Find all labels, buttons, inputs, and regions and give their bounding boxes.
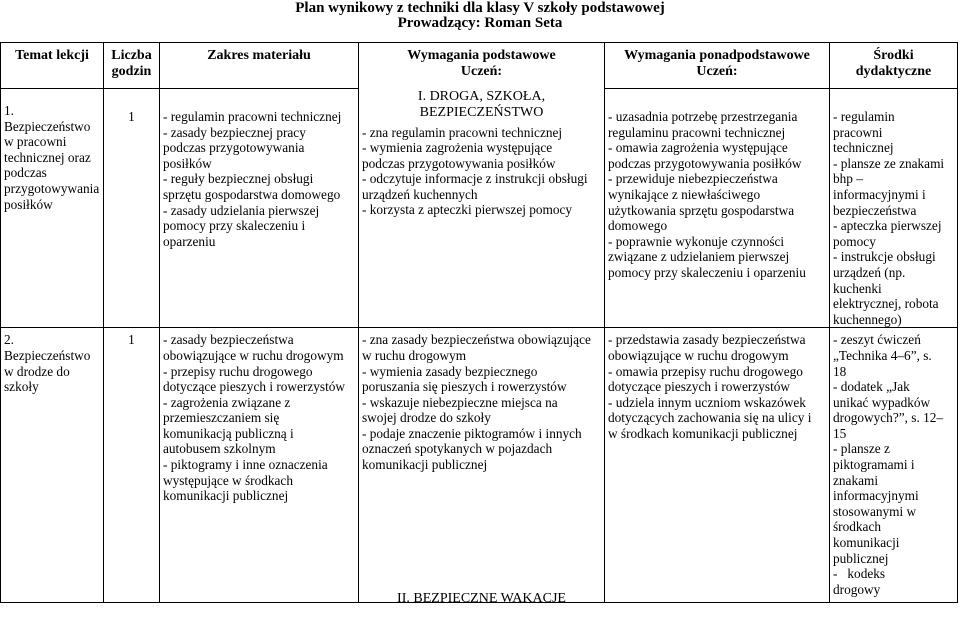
text-line: - zagrożenia związane z [163, 394, 291, 410]
text-line: - kodeks [833, 566, 886, 582]
text-line: pracowni [833, 124, 883, 140]
text-line: podczas przygotowywania [163, 140, 305, 156]
text-line: - korzysta z apteczki pierwszej pomocy [362, 202, 573, 218]
text-line: Środki [873, 48, 914, 63]
hours-cell: 1 [104, 328, 160, 603]
text-line: godzin [111, 64, 152, 79]
text-line: - omawia przepisy ruchu drogowego [608, 363, 803, 379]
text-line: - wymienia zagrożenia występujące [362, 140, 553, 156]
text-line: kuchenki [833, 280, 882, 296]
text-line: publicznej [833, 550, 889, 566]
text-line: środkach [833, 519, 881, 535]
text-line: Wymagania podstawowe [407, 48, 556, 63]
text-line: komunikacji [833, 535, 900, 551]
text-line: w środkach komunikacji publicznej [608, 425, 798, 441]
teacher-line: Prowadzący: Roman Seta [397, 15, 563, 31]
text-line: - przedstawia zasady bezpieczeństwa [608, 332, 806, 348]
means-cell [830, 89, 958, 328]
text-line: - regulamin [833, 109, 895, 124]
text-line: informacyjnymi [833, 488, 919, 504]
hours-cell: 1 [104, 89, 160, 328]
text-line: pomocy przy skaleczeniu i [163, 218, 306, 234]
text-line: Uczeń: [460, 64, 503, 79]
col-header-means [830, 43, 958, 89]
text-line: w pracowni [4, 134, 67, 150]
means-cell [830, 328, 958, 603]
text-line: przemieszczaniem się [163, 410, 280, 426]
text-line: urządzeń (np. [833, 264, 906, 280]
text-line: poruszania się pieszych i rowerzystów [362, 379, 567, 395]
text-line: oparzeniu [163, 233, 216, 249]
text-line: „Technika 4‒6”, s. [833, 347, 932, 363]
text-line: 15 [833, 425, 847, 441]
section-heading-2: II. BEZPIECZNE WAKACJE [397, 590, 566, 606]
text-line: - udziela innym uczniom wskazówek [608, 394, 806, 410]
advanced-cell [605, 328, 830, 603]
table-row [1, 328, 958, 603]
text-line: występujące w środkach [163, 472, 293, 488]
text-line: - apteczka pierwszej [833, 218, 942, 234]
text-line: podczas [4, 165, 47, 181]
text-line: wynikające z niewłaściwego [608, 186, 761, 202]
col-header-basic [359, 43, 605, 89]
text-line: piktogramami i [833, 457, 915, 473]
col-header-topic [1, 43, 104, 89]
advanced-cell [605, 89, 830, 328]
topic-cell [1, 89, 104, 328]
text-line: 2. [4, 332, 14, 348]
text-line: - podaje znaczenie piktogramów i innych [362, 425, 582, 441]
text-line: Uczeń: [696, 64, 738, 79]
text-line: obowiązujące w ruchu drogowym [163, 347, 344, 363]
text-line: stosowanymi w [833, 503, 917, 519]
text-line: - zasady bezpiecznej pracy [163, 124, 306, 140]
text-line: pomocy [833, 233, 876, 249]
basic-cell [359, 328, 605, 606]
text-line: bezpieczeństwa [833, 202, 917, 218]
text-line: - plansze z [833, 441, 890, 457]
text-line: związane z udzielaniem pierwszej [608, 249, 790, 265]
text-line: bhp – [833, 171, 863, 187]
text-line: autobusem szkolnym [163, 441, 276, 457]
text-line: użytkowania sprzętu gospodarstwa [608, 202, 795, 218]
text-line: informacyjnymi i [833, 186, 926, 202]
section-heading-1: I. DROGA, SZKOŁA, BEZPIECZEŃSTWO [417, 88, 546, 120]
text-line: - omawia zagrożenia występujące [608, 140, 788, 156]
text-line: oznaczeń spotykanych w pojazdach [362, 441, 553, 457]
text-line: swojej drodze do szkoły [362, 410, 491, 426]
text-line: - plansze ze znakami [833, 155, 945, 171]
text-line: - odczytuje informacje z instrukcji obsługi [362, 171, 588, 187]
text-line: - przewiduje niebezpieczeństwa [608, 171, 778, 187]
plan-table [0, 42, 958, 606]
text-line: szkoły [4, 379, 39, 395]
text-line: pomocy przy skaleczeniu i oparzeniu [608, 264, 806, 280]
text-line: - wymienia zasady bezpiecznego [362, 363, 538, 379]
text-line: elektrycznej, robota [833, 296, 939, 312]
text-line: technicznej oraz [4, 149, 91, 165]
text-line: Wymagania ponadpodstawowe [624, 48, 810, 63]
text-line: 1. [4, 103, 14, 118]
text-line: domowego [608, 218, 668, 234]
text-line: drogowy [833, 581, 881, 597]
table-header-row [1, 43, 958, 89]
text-line: w ruchu drogowym [362, 347, 467, 363]
text-line: - zasady bezpieczeństwa [163, 332, 294, 348]
text-line: Liczba [111, 48, 152, 63]
text-line: urządzeń kuchennych [362, 186, 478, 202]
scope-cell [160, 328, 359, 603]
text-line: podczas przygotowywania posiłków [362, 155, 556, 171]
text-line: - regulamin pracowni technicznej [163, 109, 342, 124]
topic-cell [1, 328, 104, 603]
text-line: w drodze do [4, 363, 70, 379]
text-line: posiłków [4, 196, 53, 212]
document-title: Plan wynikowy z techniki dla klasy V szkoły podstawowej [295, 0, 665, 16]
text-line: 18 [833, 363, 847, 379]
text-line: - zna regulamin pracowni technicznej [362, 124, 563, 140]
table-row [1, 89, 958, 328]
text-line: - zna zasady bezpieczeństwa obowiązujące [362, 332, 591, 348]
text-line: - zasady udzielania pierwszej [163, 202, 320, 218]
text-line: Bezpieczeństwo [4, 118, 91, 134]
text-line: obowiązujące w ruchu drogowym [608, 347, 789, 363]
text-line: Bezpieczeństwo [4, 347, 91, 363]
text-line: komunikacji publicznej [163, 488, 289, 504]
text-line: posiłków [163, 155, 212, 171]
col-header-advanced [605, 43, 830, 89]
text-line: dotyczących zachowania się na ulicy i [608, 410, 812, 426]
text-line: unikać wypadków [833, 394, 931, 410]
text-line: - zeszyt ćwiczeń [833, 332, 921, 348]
scope-cell [160, 89, 359, 328]
text-line: podczas przygotowywania posiłków [608, 155, 802, 171]
text-line: - wskazuje niebezpieczne miejsca na [362, 394, 558, 410]
text-line: drogowych?”, s. 12– [833, 410, 944, 426]
text-line: sprzętu gospodarstwa domowego [163, 186, 341, 202]
text-line: regulaminu pracowni technicznej [608, 124, 786, 140]
text-line: kuchennego) [833, 311, 902, 327]
text-line: dotyczące pieszych i rowerzystów [608, 379, 791, 395]
text-line: - reguły bezpiecznej obsługi [163, 171, 314, 187]
text-line: przygotowywania [4, 180, 100, 196]
text-line: komunikacji publicznej [362, 457, 488, 473]
text-line: - przepisy ruchu drogowego [163, 363, 313, 379]
text-line: Zakres materiału [207, 48, 311, 63]
text-line: - poprawnie wykonuje czynności [608, 233, 785, 249]
text-line: - uzasadnia potrzebę przestrzegania [608, 109, 798, 124]
text-line: - piktogramy i inne oznaczenia [163, 457, 328, 473]
text-line: technicznej [833, 140, 894, 156]
basic-cell [359, 89, 605, 328]
text-line: - dodatek „Jak [833, 379, 910, 395]
text-line: dotyczące pieszych i rowerzystów [163, 379, 346, 395]
text-line: dydaktyczne [855, 64, 932, 79]
col-header-scope [160, 43, 359, 89]
col-header-hours [104, 43, 160, 89]
text-line: Temat lekcji [15, 48, 89, 63]
text-line: znakami [833, 472, 879, 488]
text-line: - instrukcje obsługi [833, 249, 936, 265]
text-line: komunikacją publiczną i [163, 425, 294, 441]
